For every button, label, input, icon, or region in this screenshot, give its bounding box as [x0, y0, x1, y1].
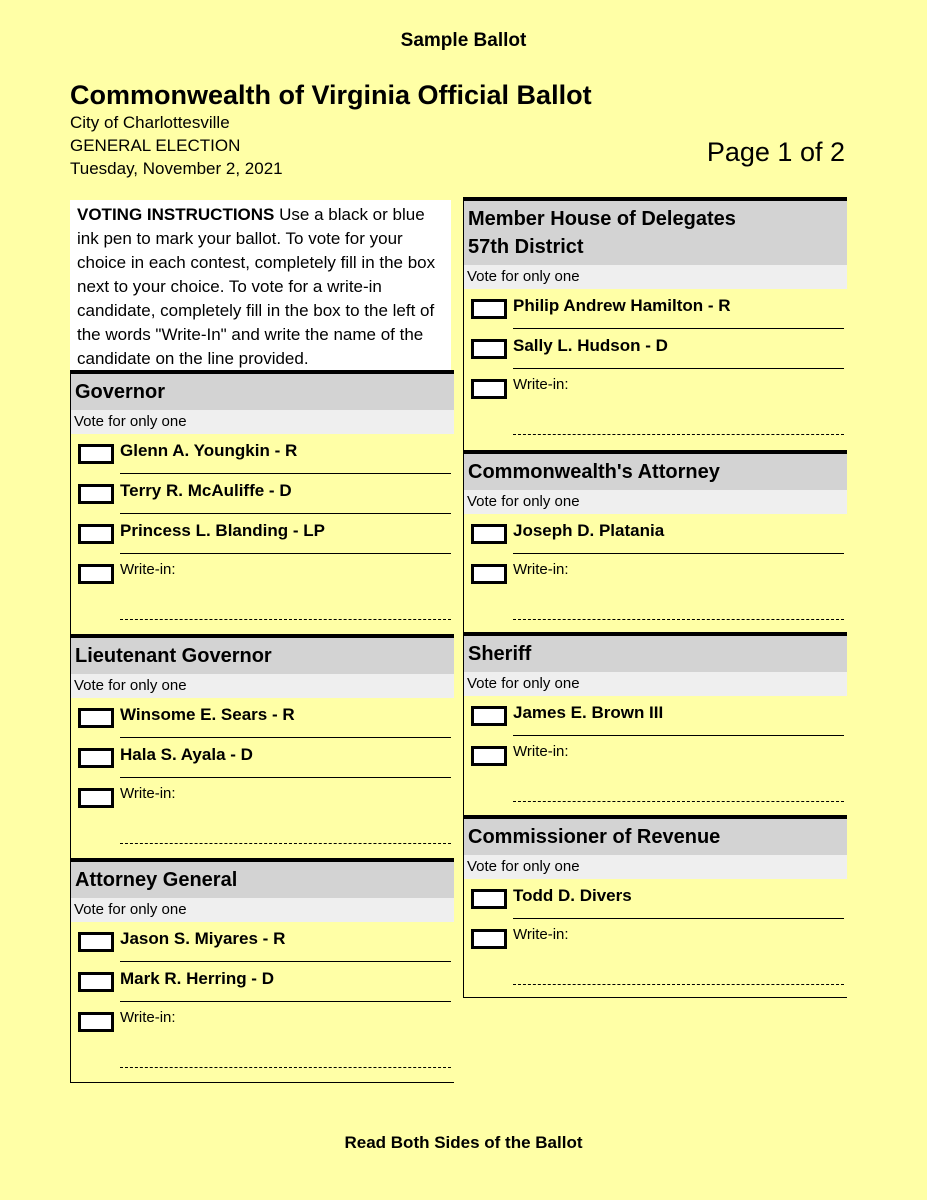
- candidate-option[interactable]: [71, 474, 454, 514]
- contest-governor: [71, 370, 454, 630]
- selection-box[interactable]: [471, 564, 507, 584]
- page-number: Page 1 of 2: [706, 137, 845, 167]
- selection-box[interactable]: [78, 972, 114, 992]
- selection-box[interactable]: [78, 444, 114, 464]
- write-in-label: Write-in:: [120, 1009, 176, 1026]
- write-in-label: Write-in:: [513, 743, 569, 760]
- candidate-option[interactable]: [71, 738, 454, 778]
- vote-for-instruction: Vote for only one: [71, 898, 454, 922]
- write-in-option[interactable]: [71, 554, 454, 630]
- vote-for-instruction: Vote for only one: [71, 674, 454, 698]
- instructions-text: Use a black or blue ink pen to mark your ballot. To vote for your choice in each contest, completely fill in the box next to your choice. To vote for a write-in candidate, completely fill in the box to the left of the words "Write-In" and write the name of the candidate on the line provided.: [77, 205, 436, 368]
- selection-box[interactable]: [471, 524, 507, 544]
- contest-title: Commonwealth's Attorney: [464, 454, 847, 490]
- contest-lieutenant-governor: [71, 634, 454, 854]
- write-in-line[interactable]: [120, 1067, 451, 1068]
- write-in-option[interactable]: [71, 1002, 454, 1078]
- write-in-line[interactable]: [513, 801, 844, 802]
- vote-for-instruction: Vote for only one: [464, 672, 847, 696]
- write-in-option[interactable]: [464, 736, 847, 812]
- write-in-option[interactable]: [464, 554, 847, 630]
- candidate-name: Hala S. Ayala - D: [120, 745, 253, 764]
- candidate-option[interactable]: [71, 434, 454, 474]
- vote-for-instruction: Vote for only one: [464, 265, 847, 289]
- right-column: [463, 197, 847, 998]
- selection-box[interactable]: [471, 339, 507, 359]
- selection-box[interactable]: [78, 524, 114, 544]
- selection-box[interactable]: [78, 932, 114, 952]
- candidate-option[interactable]: [464, 329, 847, 369]
- contest-title: Commissioner of Revenue: [464, 819, 847, 855]
- candidate-option[interactable]: [464, 289, 847, 329]
- selection-box[interactable]: [78, 748, 114, 768]
- write-in-label: Write-in:: [513, 376, 569, 393]
- write-in-label: Write-in:: [120, 561, 176, 578]
- candidate-option[interactable]: [464, 879, 847, 919]
- write-in-line[interactable]: [513, 984, 844, 985]
- selection-box[interactable]: [78, 1012, 114, 1032]
- candidate-name: Princess L. Blanding - LP: [120, 521, 325, 540]
- contest-title: Lieutenant Governor: [71, 638, 454, 674]
- selection-box[interactable]: [471, 706, 507, 726]
- candidate-option[interactable]: [71, 514, 454, 554]
- write-in-line[interactable]: [120, 619, 451, 620]
- election-date: Tuesday, November 2, 2021: [70, 159, 283, 178]
- candidate-name: Terry R. McAuliffe - D: [120, 481, 292, 500]
- instructions-heading: VOTING INSTRUCTIONS: [77, 205, 275, 224]
- write-in-option[interactable]: [71, 778, 454, 854]
- footer-note: Read Both Sides of the Ballot: [344, 1133, 583, 1152]
- selection-box[interactable]: [471, 746, 507, 766]
- selection-box[interactable]: [78, 484, 114, 504]
- write-in-option[interactable]: [464, 369, 847, 445]
- candidate-name: Mark R. Herring - D: [120, 969, 274, 988]
- write-in-label: Write-in:: [513, 561, 569, 578]
- candidate-option[interactable]: [71, 922, 454, 962]
- contest-title-line1: Member House of Delegates: [468, 208, 736, 230]
- selection-box[interactable]: [471, 379, 507, 399]
- candidate-name: James E. Brown III: [513, 703, 664, 722]
- write-in-label: Write-in:: [120, 785, 176, 802]
- selection-box[interactable]: [471, 889, 507, 909]
- write-in-line[interactable]: [513, 434, 844, 435]
- selection-box[interactable]: [471, 299, 507, 319]
- contest-title-line2: 57th District: [468, 236, 584, 258]
- contest-sheriff: [464, 632, 847, 812]
- voting-instructions: [70, 200, 451, 373]
- candidate-name: Todd D. Divers: [513, 886, 632, 905]
- candidate-option[interactable]: [464, 514, 847, 554]
- contest-title: [464, 201, 847, 265]
- candidate-name: Jason S. Miyares - R: [120, 929, 286, 948]
- contest-title: Attorney General: [71, 862, 454, 898]
- contest-attorney-general: [71, 858, 454, 1078]
- contest-house-of-delegates: [464, 197, 847, 445]
- contest-title: Governor: [71, 374, 454, 410]
- vote-for-instruction: Vote for only one: [71, 410, 454, 434]
- left-column: [70, 370, 454, 1083]
- contest-commonwealths-attorney: [464, 450, 847, 630]
- contest-commissioner-of-revenue: [464, 815, 847, 995]
- candidate-option[interactable]: [464, 696, 847, 736]
- candidate-option[interactable]: [71, 698, 454, 738]
- selection-box[interactable]: [78, 788, 114, 808]
- vote-for-instruction: Vote for only one: [464, 855, 847, 879]
- contest-title: Sheriff: [464, 636, 847, 672]
- write-in-label: Write-in:: [513, 926, 569, 943]
- candidate-name: Joseph D. Platania: [513, 521, 665, 540]
- candidate-name: Sally L. Hudson - D: [513, 336, 668, 355]
- locality: City of Charlottesville: [70, 113, 230, 132]
- selection-box[interactable]: [78, 708, 114, 728]
- sample-ballot-label: Sample Ballot: [400, 30, 527, 51]
- vote-for-instruction: Vote for only one: [464, 490, 847, 514]
- candidate-name: Glenn A. Youngkin - R: [120, 441, 298, 460]
- write-in-option[interactable]: [464, 919, 847, 995]
- ballot-title: Commonwealth of Virginia Official Ballot: [70, 80, 592, 110]
- write-in-line[interactable]: [513, 619, 844, 620]
- candidate-option[interactable]: [71, 962, 454, 1002]
- write-in-line[interactable]: [120, 843, 451, 844]
- selection-box[interactable]: [78, 564, 114, 584]
- selection-box[interactable]: [471, 929, 507, 949]
- candidate-name: Winsome E. Sears - R: [120, 705, 295, 724]
- election-type: GENERAL ELECTION: [70, 136, 241, 155]
- candidate-name: Philip Andrew Hamilton - R: [513, 296, 731, 315]
